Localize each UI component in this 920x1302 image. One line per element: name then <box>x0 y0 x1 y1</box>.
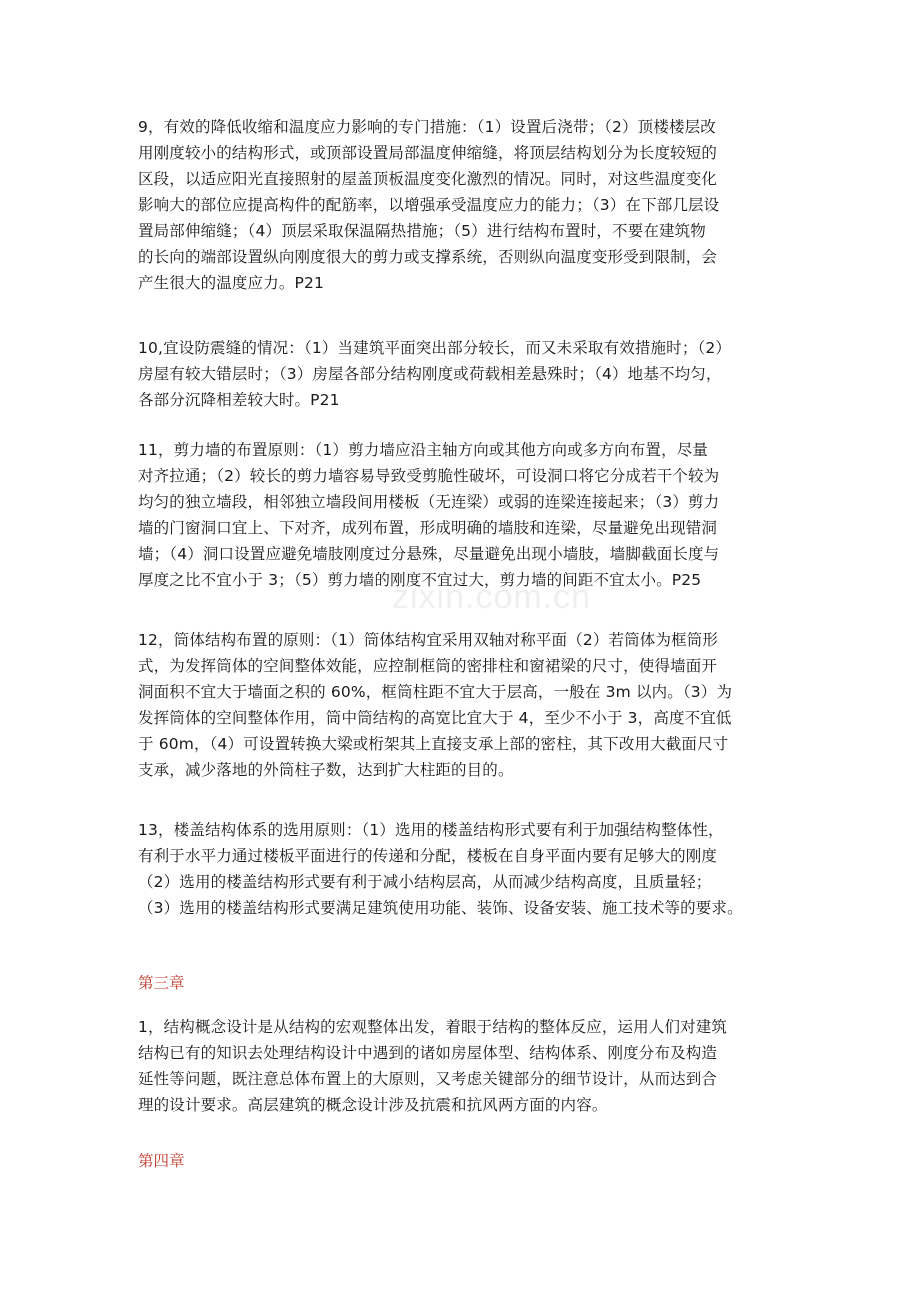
paragraph-item-11 <box>138 437 719 593</box>
text-line: 洞面积不宜大于墙面之积的 60%，框筒柱距不宜大于层高，一般在 3m 以内。（3）为 <box>138 683 733 701</box>
text-line: 发挥筒体的空间整体作用，筒中筒结构的高宽比宜大于 4，至少不小于 3，高度不宜低 <box>138 709 732 727</box>
text-line: 用刚度较小的结构形式，或顶部设置局部温度伸缩缝，将顶层结构划分为长度较短的 <box>138 144 718 162</box>
text-line: 结构已有的知识去处理结构设计中遇到的诸如房屋体型、结构体系、刚度分布及构造 <box>138 1044 718 1062</box>
text-line: 式，为发挥筒体的空间整体效能，应控制框筒的密排柱和窗裙梁的尺寸，使得墙面开 <box>138 657 718 675</box>
text-line: 于 60m，（4）可设置转换大梁或桁架其上直接支承上部的密柱，其下改用大截面尺寸 <box>138 735 729 753</box>
text-line: 1，结构概念设计是从结构的宏观整体出发，着眼于结构的整体反应，运用人们对建筑 <box>138 1018 728 1036</box>
text-line: 置局部伸缩缝；（4）顶层采取保温隔热措施；（5）进行结构布置时，不要在建筑物 <box>138 222 706 240</box>
paragraph-item-12 <box>138 627 732 783</box>
text-line: 影响大的部位应提高构件的配筋率，以增强承受温度应力的能力；（3）在下部几层设 <box>138 196 720 214</box>
text-line: 延性等问题，既注意总体布置上的大原则，又考虑关键部分的细节设计，从而达到合 <box>138 1070 718 1088</box>
paragraph-item-9 <box>138 114 719 296</box>
paragraph-item-10 <box>138 335 731 413</box>
paragraph-chapter3-item-1 <box>138 1014 727 1118</box>
text-line: 支承，减少落地的外筒柱子数，达到扩大柱距的目的。 <box>138 761 514 779</box>
text-line: 12，筒体结构布置的原则：（1）筒体结构宜采用双轴对称平面（2）若筒体为框筒形 <box>138 631 719 649</box>
text-line: 的长向的端部设置纵向刚度很大的剪力或支撑系统，否则纵向温度变形受到限制，会 <box>138 248 718 266</box>
paragraph-item-13 <box>138 817 743 921</box>
text-line: 9，有效的降低收缩和温度应力影响的专门措施：（1）设置后浇带；（2）顶楼楼层改 <box>138 118 716 136</box>
text-line: 房屋有较大错层时；（3）房屋各部分结构刚度或荷载相差悬殊时；（4）地基不均匀， <box>138 365 722 383</box>
text-line: （3）选用的楼盖结构形式要满足建筑使用功能、装饰、设备安装、施工技术等的要求。 <box>138 899 743 917</box>
text-line: 厚度之比不宜小于 3；（5）剪力墙的刚度不宜过大，剪力墙的间距不宜太小。P25 <box>138 571 702 589</box>
text-line: 对齐拉通；（2）较长的剪力墙容易导致受剪脆性破坏，可设洞口将它分成若干个较为 <box>138 467 720 485</box>
watermark: zixin.com.cn <box>392 578 592 616</box>
text-line: 11，剪力墙的布置原则：（1）剪力墙应沿主轴方向或其他方向或多方向布置，尽量 <box>138 441 709 459</box>
text-line: 10,宜设防震缝的情况：（1）当建筑平面突出部分较长，而又未采取有效措施时；（2） <box>138 339 732 357</box>
text-line: 理的设计要求。高层建筑的概念设计涉及抗震和抗风两方面的内容。 <box>138 1096 608 1114</box>
chapter-3-heading: 第三章 <box>138 974 185 992</box>
text-line: 墙的门窗洞口宜上、下对齐，成列布置，形成明确的墙肢和连梁，尽量避免出现错洞 <box>138 519 718 537</box>
text-line: 产生很大的温度应力。P21 <box>138 274 325 292</box>
text-line: （2）选用的楼盖结构形式要有利于减小结构层高，从而减少结构高度，且质量轻； <box>138 873 712 891</box>
text-line: 区段，以适应阳光直接照射的屋盖顶板温度变化激烈的情况。同时，对这些温度变化 <box>138 170 718 188</box>
chapter-4-heading: 第四章 <box>138 1152 185 1170</box>
text-line: 13，楼盖结构体系的选用原则：（1）选用的楼盖结构形式要有利于加强结构整体性， <box>138 821 724 839</box>
text-line: 墙；（4）洞口设置应避免墙肢刚度过分悬殊，尽量避免出现小墙肢，墙脚截面长度与 <box>138 545 720 563</box>
text-line: 有利于水平力通过楼板平面进行的传递和分配，楼板在自身平面内要有足够大的刚度 <box>138 847 718 865</box>
text-line: 均匀的独立墙段，相邻独立墙段间用楼板（无连梁）或弱的连梁连接起来；（3）剪力 <box>138 493 720 511</box>
text-line: 各部分沉降相差较大时。P21 <box>138 391 340 409</box>
